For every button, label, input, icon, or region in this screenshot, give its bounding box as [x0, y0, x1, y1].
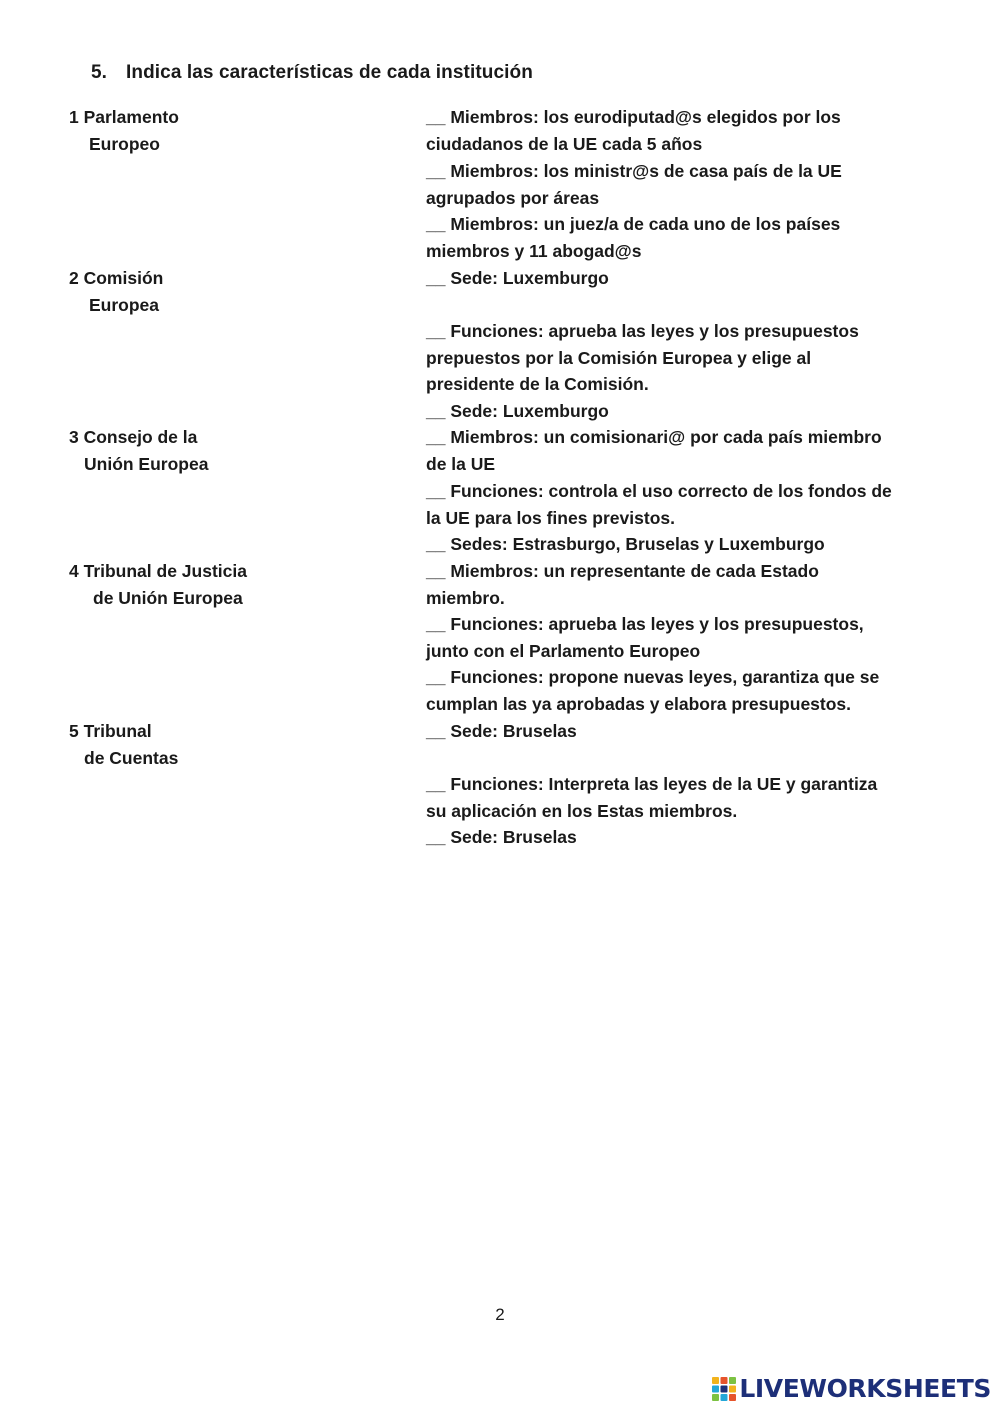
institution-label: 5 Tribunal: [69, 721, 152, 741]
characteristic-text: la UE para los fines previstos.: [426, 507, 675, 528]
characteristic-text: __ Funciones: aprueba las leyes y los presupuestos: [426, 321, 859, 341]
institution-label: 2 Comisión: [69, 268, 164, 288]
characteristic-text: __ Miembros: un representante de cada Estado: [426, 561, 819, 581]
characteristic-14[interactable]: [426, 771, 931, 824]
institution-label-cont: de Cuentas: [84, 747, 179, 768]
institution-2: [69, 265, 163, 318]
institution-label-cont: Europeo: [89, 133, 160, 154]
characteristic-3[interactable]: [426, 211, 931, 264]
characteristic-text: miembro.: [426, 587, 505, 608]
characteristic-text: __ Funciones: aprueba las leyes y los presupuestos,: [426, 614, 864, 634]
liveworksheets-logo-text: LIVEWORKSHEETS: [739, 1374, 991, 1403]
characteristic-text: prepuestos por la Comisión Europea y elige al: [426, 347, 812, 368]
characteristic-text: junto con el Parlamento Europeo: [426, 640, 701, 661]
characteristic-text: de la UE: [426, 453, 496, 474]
characteristic-13[interactable]: [426, 718, 931, 745]
characteristic-text: __ Sede: Bruselas: [426, 721, 577, 741]
institution-label-cont: de Unión Europea: [93, 587, 243, 608]
characteristic-2[interactable]: [426, 158, 931, 211]
characteristic-text: __ Miembros: los eurodiputad@s elegidos por los: [426, 107, 841, 127]
characteristic-text: __ Miembros: un comisionari@ por cada país miembro: [426, 427, 882, 447]
institution-label: 3 Consejo de la: [69, 427, 198, 447]
characteristic-7[interactable]: [426, 424, 931, 477]
characteristic-15[interactable]: [426, 824, 931, 851]
characteristic-text: ciudadanos de la UE cada 5 años: [426, 133, 703, 154]
characteristic-text: presidente de la Comisión.: [426, 374, 649, 395]
institution-3: [69, 424, 208, 477]
characteristic-6[interactable]: [426, 398, 931, 425]
institution-1: [69, 104, 179, 157]
characteristic-text: __ Miembros: los ministr@s de casa país de la UE: [426, 161, 842, 181]
page-number: 2: [495, 1305, 505, 1324]
characteristic-text: __ Funciones: propone nuevas leyes, garantiza que se: [426, 667, 880, 687]
characteristic-text: __ Sede: Bruselas: [426, 827, 577, 847]
institution-5: [69, 718, 178, 771]
exercise-number: 5.: [91, 62, 108, 83]
characteristic-11[interactable]: [426, 611, 931, 664]
liveworksheets-logo[interactable]: [712, 1374, 991, 1403]
characteristic-text: __ Sedes: Estrasburgo, Bruselas y Luxemburgo: [426, 534, 825, 554]
characteristic-12[interactable]: [426, 664, 931, 717]
exercise-heading: [91, 62, 533, 84]
characteristic-5[interactable]: [426, 318, 931, 398]
institution-label: 1 Parlamento: [69, 107, 179, 127]
characteristic-text: __ Funciones: controla el uso correcto de los fondos de: [426, 481, 892, 501]
liveworksheets-logo-icon: [712, 1377, 736, 1401]
institution-label: 4 Tribunal de Justicia: [69, 561, 247, 581]
characteristic-9[interactable]: [426, 531, 931, 558]
characteristic-text: __ Sede: Luxemburgo: [426, 268, 609, 288]
characteristic-1[interactable]: [426, 104, 931, 157]
characteristic-text: __ Funciones: Interpreta las leyes de la UE y garantiza: [426, 774, 878, 794]
characteristic-text: __ Miembros: un juez/a de cada uno de los países: [426, 214, 841, 234]
institution-4: [69, 558, 247, 611]
institution-label-cont: Unión Europea: [84, 453, 209, 474]
characteristic-10[interactable]: [426, 558, 931, 611]
characteristic-text: su aplicación en los Estas miembros.: [426, 800, 738, 821]
exercise-instruction: Indica las características de cada institución: [126, 62, 533, 83]
institution-label-cont: Europea: [89, 294, 160, 315]
characteristic-text: cumplan las ya aprobadas y elabora presupuestos.: [426, 693, 852, 714]
characteristic-text: agrupados por áreas: [426, 187, 600, 208]
characteristic-text: miembros y 11 abogad@s: [426, 240, 642, 261]
characteristic-text: __ Sede: Luxemburgo: [426, 401, 609, 421]
characteristic-4[interactable]: [426, 265, 931, 292]
characteristic-8[interactable]: [426, 478, 931, 531]
